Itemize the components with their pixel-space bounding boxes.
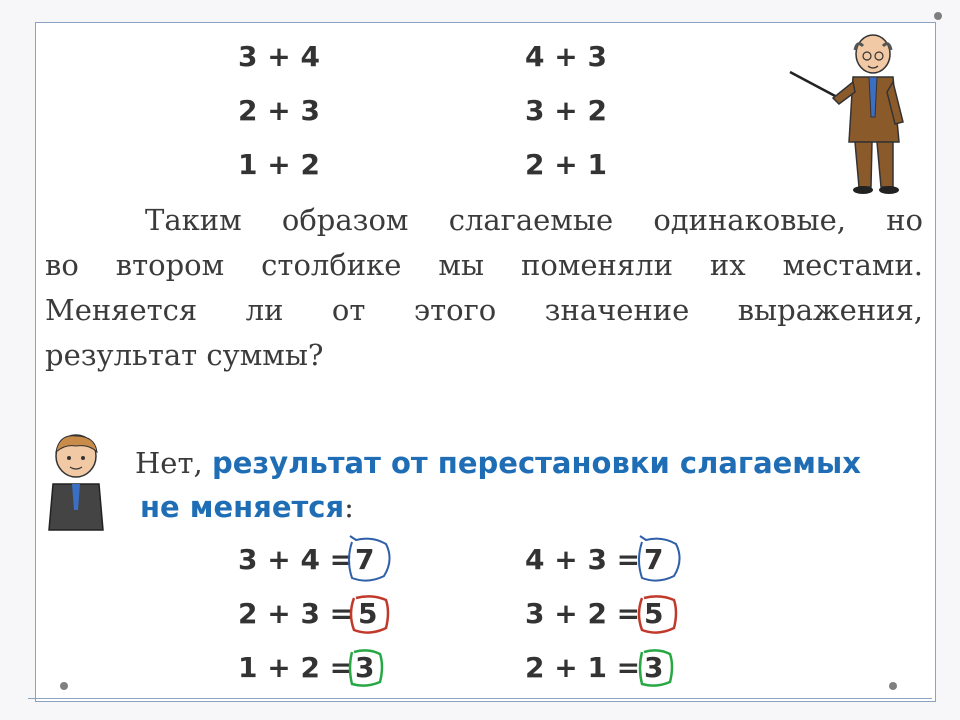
frame-bottom-line: [28, 698, 932, 699]
question-line-1: Таким образом слагаемые одинаковые, но: [145, 203, 923, 237]
expression-right-3: 2 + 1: [525, 148, 607, 181]
question-line-3: Меняется ли от этого значение выражения,: [45, 293, 923, 327]
result-right-1: 7: [644, 543, 664, 576]
corner-dot: [889, 682, 897, 690]
result-right-3: 3: [644, 651, 664, 684]
result-right-2: 5: [644, 597, 664, 630]
question-line-4: результат суммы?: [45, 338, 324, 372]
corner-dot: [934, 12, 942, 20]
answer-prefix: Нет,: [135, 446, 203, 480]
teacher-illustration: [785, 32, 925, 197]
result-left-3: 3: [355, 651, 375, 684]
expression-left-3: 1 + 2: [238, 148, 320, 181]
equation-left-1: 3 + 4 =: [238, 543, 354, 576]
answer-line-2: [140, 490, 354, 524]
question-paragraph: [45, 198, 923, 378]
boy-illustration: [45, 432, 107, 532]
answer-line-1: [135, 446, 861, 480]
equation-right-3: 2 + 1 =: [525, 651, 641, 684]
answer-highlight-1: результат от перестановки слагаемых: [211, 446, 861, 480]
expression-right-2: 3 + 2: [525, 94, 607, 127]
answer-suffix: :: [344, 490, 354, 524]
equation-right-1: 4 + 3 =: [525, 543, 641, 576]
corner-dot: [60, 682, 68, 690]
answer-highlight-2: не меняется: [140, 490, 345, 524]
result-left-2: 5: [358, 597, 378, 630]
expression-left-1: 3 + 4: [238, 40, 320, 73]
question-line-2: во втором столбике мы поменяли их местами.: [45, 248, 923, 282]
equation-right-2: 3 + 2 =: [525, 597, 641, 630]
expression-left-2: 2 + 3: [238, 94, 320, 127]
equation-left-2: 2 + 3 =: [238, 597, 354, 630]
expression-right-1: 4 + 3: [525, 40, 607, 73]
result-left-1: 7: [355, 543, 375, 576]
equation-left-3: 1 + 2 =: [238, 651, 354, 684]
